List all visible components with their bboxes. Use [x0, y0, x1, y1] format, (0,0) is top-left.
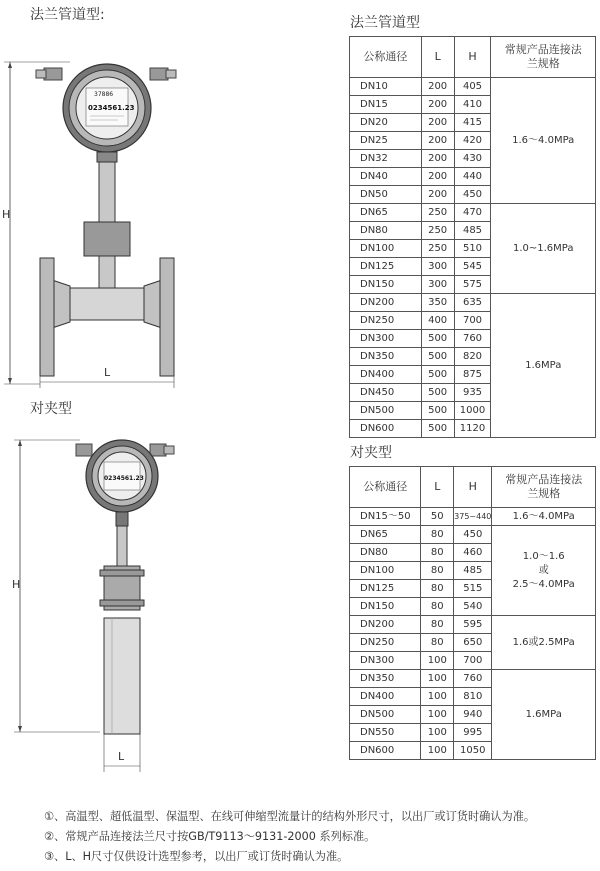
nominal-cell: DN10 — [350, 78, 422, 96]
l-cell: 50 — [421, 508, 454, 526]
wafer-spec-table — [349, 466, 596, 760]
l-cell: 100 — [421, 724, 454, 742]
h-cell: 450 — [454, 526, 492, 544]
header-h: H — [454, 37, 491, 78]
table-header-row — [350, 37, 596, 78]
nominal-cell: DN150 — [350, 598, 421, 616]
table-row — [350, 78, 596, 96]
h-cell: 450 — [454, 186, 491, 204]
l-cell: 350 — [421, 294, 454, 312]
h-cell: 875 — [454, 366, 491, 384]
nominal-cell: DN100 — [350, 240, 422, 258]
h-cell: 1050 — [454, 742, 492, 760]
nominal-cell: DN400 — [350, 688, 421, 706]
l-cell: 500 — [421, 402, 454, 420]
nominal-cell: DN80 — [350, 222, 422, 240]
flange-table-title: 法兰管道型 — [350, 15, 420, 31]
h-cell: 575 — [454, 276, 491, 294]
h-cell: 510 — [454, 240, 491, 258]
nominal-cell: DN65 — [350, 526, 421, 544]
wafer-dim-h: H — [12, 578, 21, 591]
l-cell: 250 — [421, 204, 454, 222]
nominal-cell: DN500 — [350, 706, 421, 724]
nominal-cell: DN500 — [350, 402, 422, 420]
flange-drawing-caption: 法兰管道型: — [30, 7, 105, 23]
pressure-spec-cell: 1.6MPa — [491, 294, 596, 438]
h-cell: 375~440 — [454, 508, 492, 526]
l-cell: 200 — [421, 150, 454, 168]
l-cell: 300 — [421, 258, 454, 276]
pressure-spec-cell: 1.0~1.6MPa — [491, 204, 596, 294]
nominal-cell: DN450 — [350, 384, 422, 402]
h-cell: 415 — [454, 114, 491, 132]
table-header-row — [350, 467, 596, 508]
table-row — [350, 526, 596, 544]
h-cell: 420 — [454, 132, 491, 150]
h-cell: 410 — [454, 96, 491, 114]
nominal-cell: DN150 — [350, 276, 422, 294]
flange-spec-table — [349, 36, 596, 438]
nominal-cell: DN65 — [350, 204, 422, 222]
nominal-cell: DN300 — [350, 330, 422, 348]
table-row — [350, 294, 596, 312]
l-cell: 200 — [421, 114, 454, 132]
l-cell: 80 — [421, 526, 454, 544]
nominal-cell: DN15 — [350, 96, 422, 114]
header-l: L — [421, 37, 454, 78]
pressure-spec-cell: 1.6～4.0MPa — [492, 508, 596, 526]
h-cell: 540 — [454, 598, 492, 616]
nominal-cell: DN350 — [350, 348, 422, 366]
notes — [44, 807, 535, 867]
nominal-cell: DN250 — [350, 312, 422, 330]
h-cell: 440 — [454, 168, 491, 186]
h-cell: 995 — [454, 724, 492, 742]
nominal-cell: DN32 — [350, 150, 422, 168]
table-row — [350, 204, 596, 222]
nominal-cell: DN125 — [350, 580, 421, 598]
h-cell: 485 — [454, 222, 491, 240]
nominal-cell: DN600 — [350, 742, 421, 760]
nominal-cell: DN600 — [350, 420, 422, 438]
nominal-cell: DN550 — [350, 724, 421, 742]
l-cell: 500 — [421, 384, 454, 402]
h-cell: 545 — [454, 258, 491, 276]
wafer-table-title: 对夹型 — [350, 445, 392, 461]
l-cell: 200 — [421, 186, 454, 204]
pressure-spec-cell: 1.6MPa — [492, 670, 596, 760]
nominal-cell: DN350 — [350, 670, 421, 688]
h-cell: 460 — [454, 544, 492, 562]
l-cell: 200 — [421, 132, 454, 150]
header-nominal: 公称通径 — [350, 467, 421, 508]
l-cell: 100 — [421, 670, 454, 688]
h-cell: 940 — [454, 706, 492, 724]
table-row — [350, 670, 596, 688]
l-cell: 200 — [421, 96, 454, 114]
nominal-cell: DN15～50 — [350, 508, 421, 526]
h-cell: 810 — [454, 688, 492, 706]
h-cell: 650 — [454, 634, 492, 652]
h-cell: 700 — [454, 652, 492, 670]
wafer-display-main: 0234561.23 — [104, 475, 144, 482]
wafer-dim-l: L — [118, 750, 125, 763]
l-cell: 400 — [421, 312, 454, 330]
nominal-cell: DN250 — [350, 634, 421, 652]
h-cell: 1120 — [454, 420, 491, 438]
header-nominal: 公称通径 — [350, 37, 422, 78]
l-cell: 500 — [421, 330, 454, 348]
l-cell: 100 — [421, 706, 454, 724]
wafer-type-drawing — [0, 430, 200, 775]
nominal-cell: DN200 — [350, 616, 421, 634]
header-spec: 常规产品连接法兰规格 — [491, 37, 596, 78]
h-cell: 760 — [454, 670, 492, 688]
note-1: ①、高温型、超低温型、保温型、在线可伸缩型流量计的结构外形尺寸，以出厂或订货时确认为准。 — [44, 810, 536, 823]
nominal-cell: DN50 — [350, 186, 422, 204]
h-cell: 935 — [454, 384, 491, 402]
header-h: H — [454, 467, 492, 508]
l-cell: 250 — [421, 240, 454, 258]
flange-display-top: 37886 — [94, 91, 114, 98]
l-cell: 80 — [421, 544, 454, 562]
h-cell: 635 — [454, 294, 491, 312]
nominal-cell: DN200 — [350, 294, 422, 312]
l-cell: 500 — [421, 348, 454, 366]
pressure-spec-cell: 1.6或2.5MPa — [492, 616, 596, 670]
h-cell: 700 — [454, 312, 491, 330]
l-cell: 80 — [421, 580, 454, 598]
l-cell: 500 — [421, 366, 454, 384]
nominal-cell: DN100 — [350, 562, 421, 580]
nominal-cell: DN25 — [350, 132, 422, 150]
note-3: ③、L、H尺寸仅供设计选型参考，以出厂或订货时确认为准。 — [44, 850, 349, 863]
pressure-spec-cell: 1.0～1.6 或 2.5～4.0MPa — [492, 526, 596, 616]
l-cell: 250 — [421, 222, 454, 240]
nominal-cell: DN300 — [350, 652, 421, 670]
h-cell: 595 — [454, 616, 492, 634]
wafer-drawing-caption: 对夹型 — [30, 401, 72, 417]
table-row — [350, 508, 596, 526]
table-row — [350, 616, 596, 634]
h-cell: 485 — [454, 562, 492, 580]
h-cell: 760 — [454, 330, 491, 348]
l-cell: 80 — [421, 598, 454, 616]
h-cell: 515 — [454, 580, 492, 598]
h-cell: 1000 — [454, 402, 491, 420]
h-cell: 820 — [454, 348, 491, 366]
nominal-cell: DN400 — [350, 366, 422, 384]
l-cell: 100 — [421, 742, 454, 760]
l-cell: 500 — [421, 420, 454, 438]
header-spec: 常规产品连接法兰规格 — [492, 467, 596, 508]
nominal-cell: DN80 — [350, 544, 421, 562]
l-cell: 100 — [421, 688, 454, 706]
l-cell: 200 — [421, 168, 454, 186]
header-l: L — [421, 467, 454, 508]
l-cell: 300 — [421, 276, 454, 294]
nominal-cell: DN125 — [350, 258, 422, 276]
l-cell: 80 — [421, 634, 454, 652]
l-cell: 200 — [421, 78, 454, 96]
l-cell: 80 — [421, 616, 454, 634]
nominal-cell: DN40 — [350, 168, 422, 186]
flange-dim-h: H — [2, 208, 11, 221]
nominal-cell: DN20 — [350, 114, 422, 132]
flange-dim-l: L — [104, 366, 111, 379]
note-2: ②、常规产品连接法兰尺寸按GB/T9113～9131-2000 系列标准。 — [44, 830, 376, 843]
pressure-spec-cell: 1.6～4.0MPa — [491, 78, 596, 204]
h-cell: 430 — [454, 150, 491, 168]
h-cell: 405 — [454, 78, 491, 96]
h-cell: 470 — [454, 204, 491, 222]
l-cell: 100 — [421, 652, 454, 670]
l-cell: 80 — [421, 562, 454, 580]
flange-display-main: 0234561.23 — [88, 104, 135, 112]
flange-type-drawing — [0, 30, 200, 390]
